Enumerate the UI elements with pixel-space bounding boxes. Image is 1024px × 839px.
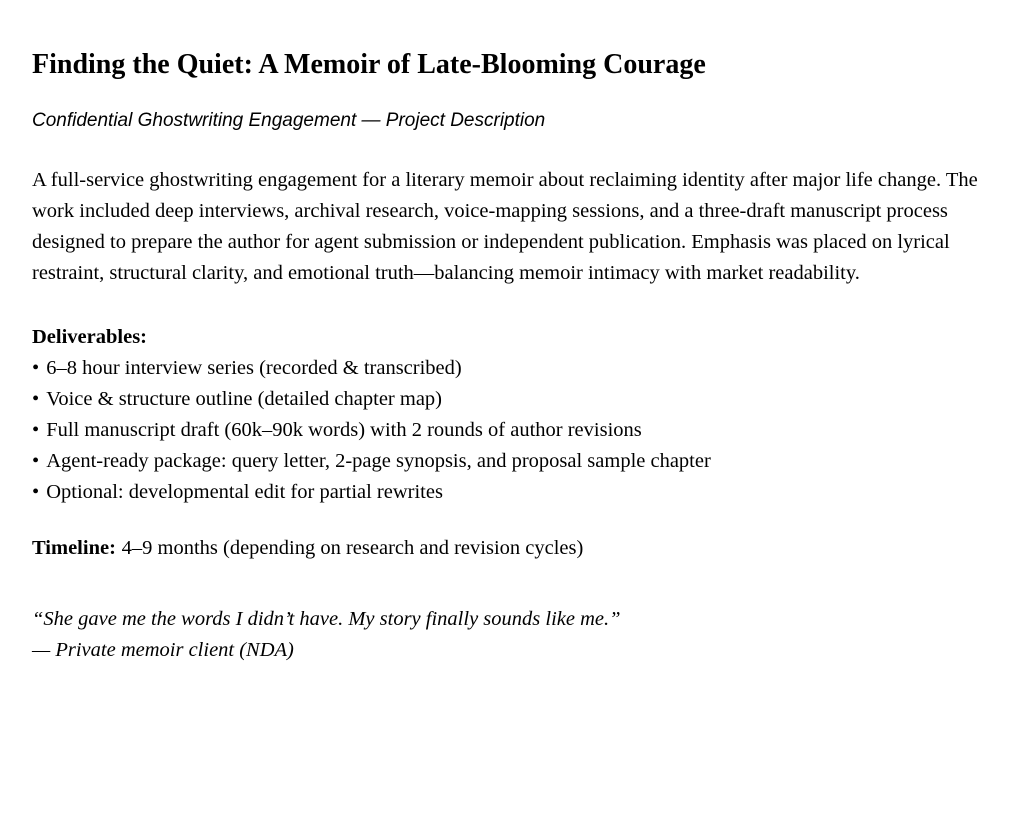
- bullet-icon: •: [32, 481, 40, 503]
- deliverables-heading: Deliverables:: [32, 326, 147, 348]
- timeline-value: 4–9 months (depending on research and revision cycles): [121, 537, 584, 559]
- timeline: [32, 533, 986, 564]
- testimonial: [32, 604, 986, 666]
- page-title: Finding the Quiet: A Memoir of Late-Blooming Courage: [32, 49, 706, 80]
- project-description: A full-service ghostwriting engagement for a literary memoir about reclaiming identity after major life change. The work included deep interviews, archival research, voice-mapping sessions, and a three-draft manuscript process designed to prepare the author for agent submission or independent publication. Emphasis was placed on lyrical restraint, structural clarity, and emotional truth—balancing memoir intimacy with market readability.: [32, 169, 978, 284]
- list-item: [32, 384, 986, 415]
- bullet-icon: •: [32, 450, 40, 472]
- list-item: [32, 446, 986, 477]
- testimonial-quote: “She gave me the words I didn’t have. My story finally sounds like me.”: [32, 608, 621, 630]
- list-item-text: 6–8 hour interview series (recorded & transcribed): [46, 357, 462, 379]
- list-item: [32, 415, 986, 446]
- timeline-label: Timeline:: [32, 537, 116, 559]
- testimonial-attribution: — Private memoir client (NDA): [32, 639, 294, 661]
- list-item-text: Agent-ready package: query letter, 2-page synopsis, and proposal sample chapter: [46, 450, 711, 472]
- list-item-text: Voice & structure outline (detailed chapter map): [46, 388, 442, 410]
- deliverables-list: [32, 353, 986, 508]
- bullet-icon: •: [32, 388, 40, 410]
- bullet-icon: •: [32, 357, 40, 379]
- page-subtitle: Confidential Ghostwriting Engagement — Project Description: [32, 110, 546, 131]
- list-item: [32, 353, 986, 384]
- bullet-icon: •: [32, 419, 40, 441]
- list-item-text: Full manuscript draft (60k–90k words) with 2 rounds of author revisions: [46, 419, 642, 441]
- list-item: [32, 477, 986, 508]
- list-item-text: Optional: developmental edit for partial rewrites: [46, 481, 443, 503]
